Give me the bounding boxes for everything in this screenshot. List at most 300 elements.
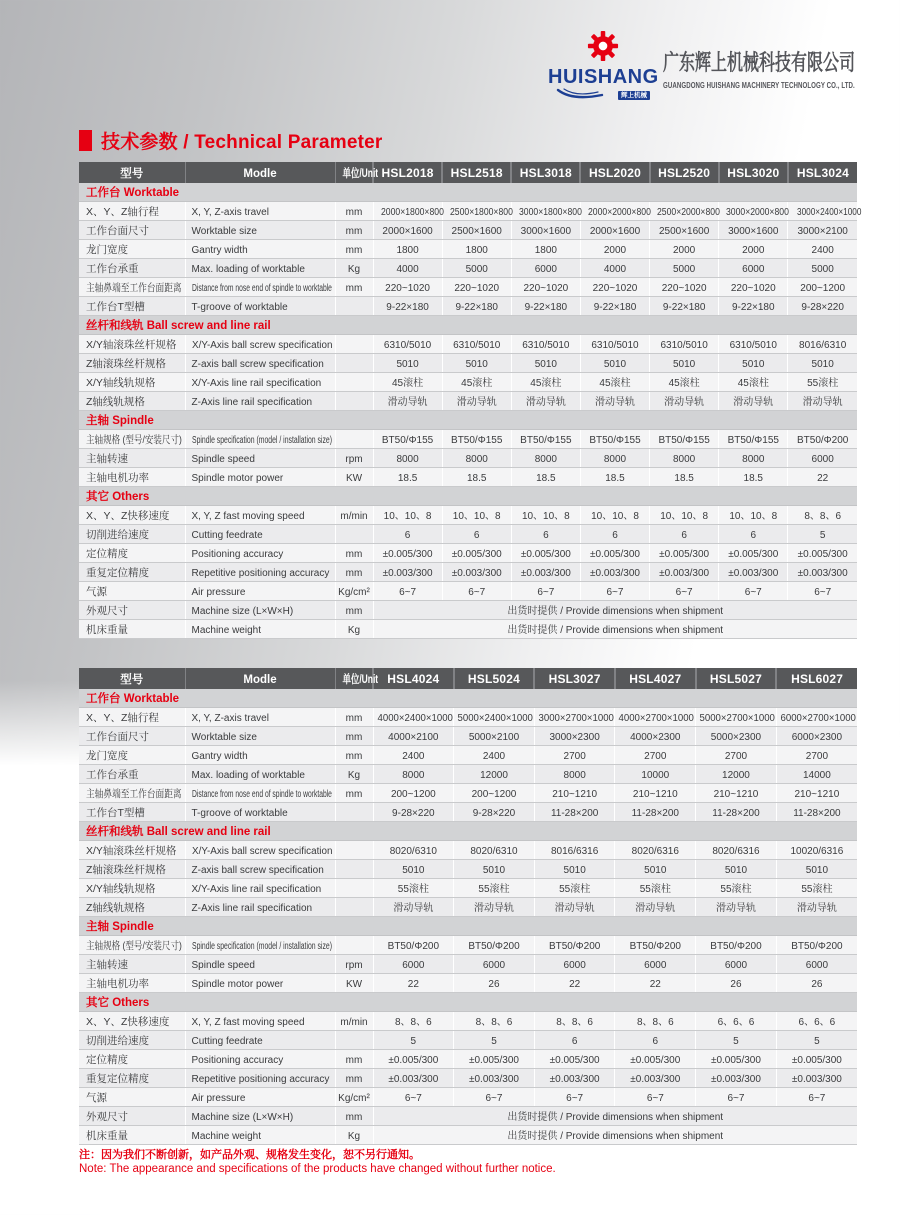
- cell-unit: [335, 1088, 373, 1107]
- cell-text: BT50/Φ155: [589, 435, 641, 446]
- cell-value: [454, 955, 535, 974]
- spec-row: [79, 354, 857, 373]
- spec-row: [79, 860, 857, 879]
- cell-value: [442, 506, 511, 525]
- cell-unit: [335, 841, 373, 860]
- cell-unit: [335, 582, 373, 601]
- cell-value: [650, 373, 719, 392]
- cell-value: [788, 240, 857, 259]
- cell-text: 切削进给速度: [86, 1035, 149, 1047]
- cell-value: [696, 879, 777, 898]
- cell-value: [442, 240, 511, 259]
- cell-text: 5010: [673, 359, 696, 370]
- cell-text: 6310/5010: [383, 340, 432, 351]
- cell-cn: [79, 373, 185, 392]
- cell-text: 6000: [482, 960, 506, 971]
- cell-text: 6~7: [675, 587, 693, 598]
- cell-text: BT50/Φ155: [451, 435, 503, 446]
- cell-text: 55滚柱: [801, 884, 833, 895]
- cell-text: 8000: [563, 770, 586, 781]
- cell-value: [696, 1012, 777, 1031]
- column-header: [335, 162, 378, 183]
- spec-row: [79, 803, 857, 822]
- cell-value: [442, 525, 511, 544]
- cell-text: 9-22×180: [662, 302, 706, 313]
- cell-text: 出货时提供 / Provide dimensions when shipment: [507, 606, 724, 617]
- cell-value: [615, 765, 696, 784]
- cell-text: ±0.005/300: [791, 1055, 842, 1066]
- cell-text: X, Y, Z fast moving speed: [191, 511, 305, 522]
- cell-text: mm: [345, 568, 363, 579]
- cell-cn: [79, 879, 185, 898]
- cell-value: [534, 1012, 615, 1031]
- cell-text: 8000: [603, 454, 627, 465]
- cell-value: [454, 1088, 535, 1107]
- cell-en: [185, 354, 335, 373]
- cell-value: [650, 582, 719, 601]
- cell-text: 3000×1800×800: [518, 207, 582, 218]
- company-name-cn: 广东辉上机械科技有限公司: [663, 50, 856, 75]
- section-label: [79, 411, 857, 430]
- page-title: 技术参数 / Technical Parameter: [101, 132, 383, 153]
- cell-en: [185, 259, 335, 278]
- cell-value: [719, 278, 788, 297]
- section-row: [79, 411, 857, 430]
- cell-text: ±0.003/300: [659, 568, 710, 579]
- cell-value: [373, 259, 442, 278]
- cell-text: X/Y轴线轨规格: [86, 377, 156, 389]
- cell-value: [373, 765, 454, 784]
- cell-text: 2000×1600: [382, 226, 433, 237]
- cell-text: 2000×2000×800: [587, 207, 651, 218]
- cell-text: 8000: [534, 454, 557, 465]
- spec-row: [79, 1126, 857, 1145]
- cell-value: [650, 392, 719, 411]
- section-label: [79, 993, 857, 1012]
- section-label: [79, 917, 857, 936]
- cell-value: [788, 392, 857, 411]
- cell-text: 210~1210: [794, 789, 840, 800]
- cell-value: [776, 936, 857, 955]
- cell-text: 丝杆和线轨 Ball screw and line rail: [86, 826, 271, 838]
- cell-text: 出货时提供 / Provide dimensions when shipment: [507, 1131, 724, 1142]
- cell-value: [788, 468, 857, 487]
- cell-span-value: [373, 620, 857, 639]
- cell-value: [650, 354, 719, 373]
- cell-value: [696, 955, 777, 974]
- cell-value: [788, 563, 857, 582]
- cell-text: 5: [819, 530, 826, 541]
- cell-text: Worktable size: [191, 226, 257, 237]
- cell-unit: [335, 1012, 373, 1031]
- cell-text: 6000: [805, 960, 829, 971]
- spec-table-1: [79, 162, 862, 639]
- cell-text: 11-28×200: [793, 808, 841, 819]
- cell-text: HSL2518: [450, 165, 503, 180]
- cell-cn: [79, 506, 185, 525]
- cell-text: 主轴转速: [86, 453, 128, 465]
- cell-value: [534, 974, 615, 993]
- cell-text: 龙门宽度: [86, 244, 128, 256]
- cell-text: BT50/Φ200: [629, 941, 681, 952]
- cell-value: [788, 544, 857, 563]
- cell-text: 2000×1800×800: [380, 207, 444, 218]
- cell-text: 定位精度: [86, 1054, 128, 1066]
- cell-en: [185, 563, 335, 582]
- section-label: [79, 822, 857, 841]
- cell-value: [650, 430, 719, 449]
- cell-text: Distance from nose end of spindle to worktable: [191, 283, 332, 294]
- cell-value: [454, 898, 535, 917]
- cell-text: 6~7: [566, 1093, 584, 1104]
- cell-text: 10、10、8: [660, 511, 709, 522]
- cell-en: [185, 860, 335, 879]
- spec-row: [79, 746, 857, 765]
- cell-cn: [79, 803, 185, 822]
- cell-text: mm: [345, 1112, 363, 1123]
- cell-value: [373, 936, 454, 955]
- model-column-header: [615, 668, 696, 689]
- cell-text: ±0.005/300: [590, 549, 640, 560]
- cell-text: 6~7: [404, 1093, 422, 1104]
- cell-value: [373, 1031, 454, 1050]
- cell-cn: [79, 1126, 185, 1145]
- cell-text: 4000×2100: [388, 732, 439, 743]
- cell-text: ±0.005/300: [659, 549, 710, 560]
- cell-value: [580, 221, 649, 240]
- cell-value: [534, 784, 615, 803]
- cell-value: [719, 392, 788, 411]
- cell-value: [511, 297, 580, 316]
- cell-text: 5: [733, 1036, 739, 1047]
- cell-text: 6~7: [727, 1093, 745, 1104]
- cell-text: 滑动导轨: [473, 903, 514, 914]
- cell-text: 5: [410, 1036, 417, 1047]
- footnote-cn: 注：因为我们不断创新，如产品外观、规格发生变化，恕不另行通知。: [79, 1149, 420, 1161]
- cell-en: [185, 506, 335, 525]
- cell-text: Max. loading of worktable: [191, 264, 305, 275]
- cell-en: [185, 278, 335, 297]
- cell-text: 11-28×200: [712, 808, 760, 819]
- cell-cn: [79, 936, 185, 955]
- model-column-header: [580, 162, 649, 183]
- cell-text: 6~7: [606, 587, 624, 598]
- cell-text: 2000: [673, 245, 696, 256]
- cell-text: ±0.003/300: [468, 1074, 519, 1085]
- model-column-header: [788, 162, 857, 183]
- cell-value: [650, 278, 719, 297]
- cell-cn: [79, 278, 185, 297]
- cell-en: [185, 620, 335, 639]
- cell-value: [373, 784, 454, 803]
- cell-value: [719, 373, 788, 392]
- cell-value: [534, 955, 615, 974]
- cell-text: ±0.005/300: [549, 1055, 600, 1066]
- cell-unit: [335, 297, 373, 316]
- cell-text: ±0.005/300: [728, 549, 779, 560]
- cell-value: [373, 841, 454, 860]
- cell-text: HSL3027: [548, 671, 601, 686]
- cell-value: [719, 544, 788, 563]
- cell-text: 8、8、6: [636, 1017, 674, 1028]
- cell-text: 滑动导轨: [796, 903, 837, 914]
- cell-value: [696, 1050, 777, 1069]
- spec-row: [79, 1107, 857, 1126]
- cell-text: 重复定位精度: [86, 1073, 149, 1085]
- cell-text: 工作台 Worktable: [86, 187, 180, 199]
- cell-text: 气源: [86, 1092, 107, 1104]
- cell-value: [534, 727, 615, 746]
- cell-unit: [335, 468, 373, 487]
- cell-text: 滑动导轨: [733, 397, 774, 408]
- cell-text: 6310/5010: [591, 340, 639, 351]
- cell-text: HSL5027: [709, 671, 762, 686]
- cell-value: [650, 297, 719, 316]
- cell-text: 主轴 Spindle: [86, 415, 154, 427]
- cell-text: 6~7: [537, 587, 555, 598]
- cell-text: 6: [612, 530, 618, 541]
- cell-text: 10、10、8: [452, 511, 501, 522]
- cell-value: [650, 506, 719, 525]
- cell-value: [511, 259, 580, 278]
- cell-en: [185, 1069, 335, 1088]
- cell-text: Kg: [347, 264, 361, 275]
- cell-unit: [335, 860, 373, 879]
- cell-value: [580, 354, 649, 373]
- spec-row: [79, 1012, 857, 1031]
- cell-text: HSL4024: [387, 671, 440, 686]
- cell-text: 9-28×220: [472, 808, 516, 819]
- cell-cn: [79, 1107, 185, 1126]
- cell-text: 龙门宽度: [86, 750, 128, 762]
- cell-cn: [79, 1088, 185, 1107]
- cell-text: 2500×1600: [451, 226, 502, 237]
- cell-value: [696, 936, 777, 955]
- cell-text: mm: [345, 751, 363, 762]
- section-label: [79, 689, 857, 708]
- cell-value: [442, 202, 511, 221]
- model-column-header: [719, 162, 788, 183]
- cell-value: [373, 297, 442, 316]
- cell-text: 14000: [802, 770, 831, 781]
- cell-text: Max. loading of worktable: [191, 770, 305, 781]
- cell-unit: [335, 1069, 373, 1088]
- cell-text: mm: [345, 713, 363, 724]
- spec-row: [79, 1088, 857, 1107]
- cell-text: mm: [345, 789, 363, 800]
- cell-en: [185, 727, 335, 746]
- cell-text: 6: [681, 530, 687, 541]
- cell-value: [511, 335, 580, 354]
- cell-value: [719, 525, 788, 544]
- cell-text: HSL3020: [727, 165, 780, 180]
- cell-value: [373, 1012, 454, 1031]
- cell-value: [454, 1050, 535, 1069]
- cell-text: ±0.003/300: [710, 1074, 761, 1085]
- cell-value: [696, 841, 777, 860]
- cell-cn: [79, 1031, 185, 1050]
- cell-text: 9-22×180: [593, 302, 637, 313]
- cell-value: [373, 974, 454, 993]
- cell-text: HSL3018: [519, 165, 572, 180]
- cell-text: 6: [543, 530, 549, 541]
- cell-unit: [335, 955, 373, 974]
- cell-value: [776, 746, 857, 765]
- spec-row: [79, 727, 857, 746]
- cell-text: 5: [814, 1036, 820, 1047]
- cell-text: X、Y、Z快移速度: [86, 510, 170, 522]
- cell-en: [185, 1031, 335, 1050]
- cell-text: Z-Axis line rail specification: [191, 903, 313, 914]
- cell-text: Gantry width: [191, 245, 248, 256]
- cell-text: 6310/5010: [522, 340, 570, 351]
- cell-text: X/Y-Axis ball screw specification: [191, 846, 332, 857]
- cell-text: 机床重量: [86, 1130, 128, 1142]
- cell-en: [185, 1088, 335, 1107]
- cell-value: [776, 1088, 857, 1107]
- cell-en: [185, 240, 335, 259]
- cell-en: [185, 841, 335, 860]
- cell-text: 8016/6310: [799, 340, 847, 351]
- cell-text: 210~1210: [552, 789, 598, 800]
- cell-text: 6000: [811, 454, 834, 465]
- cell-text: 6000×2700×1000: [780, 713, 856, 724]
- cell-value: [719, 582, 788, 601]
- cell-text: Machine size (L×W×H): [191, 1112, 294, 1123]
- cell-value: [454, 974, 535, 993]
- cell-text: 单位/Unit: [341, 167, 378, 180]
- spec-table: [79, 162, 862, 639]
- cell-value: [511, 202, 580, 221]
- cell-text: 滑动导轨: [594, 397, 635, 408]
- cell-value: [696, 765, 777, 784]
- spec-row: [79, 335, 857, 354]
- cell-cn: [79, 582, 185, 601]
- cell-value: [373, 221, 442, 240]
- cell-text: 5010: [563, 865, 586, 876]
- cell-text: Spindle speed: [191, 454, 255, 465]
- cell-text: mm: [345, 732, 363, 743]
- cell-value: [442, 468, 511, 487]
- cell-unit: [335, 974, 373, 993]
- cell-text: 2500×1600: [658, 226, 710, 237]
- logo-badge: 辉上机械: [618, 91, 650, 100]
- cell-text: Z-axis ball screw specification: [191, 865, 324, 876]
- cell-text: ±0.003/300: [797, 568, 848, 579]
- cell-value: [788, 373, 857, 392]
- cell-text: BT50/Φ155: [381, 435, 434, 446]
- cell-text: 滑动导轨: [393, 903, 434, 914]
- cell-value: [719, 468, 788, 487]
- company-name-en: GUANGDONG HUISHANG MACHINERY TECHNOLOGY CO., LTD.: [663, 80, 855, 90]
- cell-en: [185, 746, 335, 765]
- cell-unit: [335, 898, 373, 917]
- cell-value: [511, 449, 580, 468]
- cell-value: [776, 974, 857, 993]
- cell-text: 3000×2300: [549, 732, 600, 743]
- cell-text: 26: [730, 979, 742, 990]
- cell-unit: [335, 354, 373, 373]
- cell-text: 12000: [722, 770, 750, 781]
- cell-text: 8016/6316: [551, 846, 599, 857]
- cell-text: 9-22×180: [386, 302, 429, 313]
- cell-text: rpm: [345, 960, 363, 971]
- cell-text: 8、8、6: [394, 1017, 432, 1028]
- cell-value: [719, 354, 788, 373]
- cell-en: [185, 1126, 335, 1145]
- cell-text: 2500×1800×800: [449, 207, 513, 218]
- cell-value: [373, 202, 442, 221]
- cell-cn: [79, 525, 185, 544]
- spec-row: [79, 879, 857, 898]
- cell-value: [719, 221, 788, 240]
- cell-text: BT50/Φ155: [520, 435, 572, 446]
- cell-text: Positioning accuracy: [191, 549, 284, 560]
- cell-value: [615, 860, 696, 879]
- cell-value: [776, 708, 857, 727]
- cell-text: mm: [345, 207, 363, 218]
- section-title: [79, 127, 383, 154]
- cell-text: 6: [750, 530, 757, 541]
- cell-value: [776, 803, 857, 822]
- cell-value: [511, 468, 580, 487]
- cell-text: 5010: [534, 359, 557, 370]
- cell-text: 3000×1600: [728, 226, 779, 237]
- model-column-header: [442, 162, 511, 183]
- cell-text: 5010: [805, 865, 829, 876]
- cell-text: rpm: [345, 454, 363, 465]
- cell-unit: [335, 525, 373, 544]
- gear-icon: [583, 30, 623, 62]
- cell-cn: [79, 259, 185, 278]
- cell-text: BT50/Φ200: [710, 941, 762, 952]
- cell-text: 5010: [724, 865, 748, 876]
- cell-text: 其它 Others: [86, 997, 150, 1009]
- cell-value: [696, 1069, 777, 1088]
- cell-value: [373, 544, 442, 563]
- cell-value: [776, 1069, 857, 1088]
- cell-value: [615, 841, 696, 860]
- cell-text: 55滚柱: [478, 884, 510, 895]
- cell-text: 45滚柱: [461, 378, 493, 389]
- cell-text: 6: [404, 530, 411, 541]
- cell-text: Gantry width: [191, 751, 248, 762]
- cell-cn: [79, 974, 185, 993]
- cell-text: ±0.003/300: [451, 568, 502, 579]
- model-column-header: [454, 668, 535, 689]
- cell-cn: [79, 708, 185, 727]
- cell-value: [373, 563, 442, 582]
- cell-span-value: [373, 1107, 857, 1126]
- cell-text: 机床重量: [86, 624, 128, 636]
- cell-value: [454, 1031, 535, 1050]
- cell-text: 6~7: [814, 587, 832, 598]
- cell-text: 滑动导轨: [635, 903, 676, 914]
- cell-text: 4000: [603, 264, 627, 275]
- model-column-header: [373, 162, 442, 183]
- cell-text: 滑动导轨: [554, 903, 595, 914]
- cell-en: [185, 373, 335, 392]
- cell-text: BT50/Φ200: [791, 941, 843, 952]
- cell-text: Machine size (L×W×H): [191, 606, 294, 617]
- cell-text: ±0.003/300: [388, 1074, 439, 1085]
- cell-text: BT50/Φ200: [797, 435, 849, 446]
- cell-en: [185, 335, 335, 354]
- spec-row: [79, 784, 857, 803]
- cell-value: [580, 563, 649, 582]
- cell-text: 22: [817, 473, 829, 484]
- cell-text: 5000: [673, 264, 696, 275]
